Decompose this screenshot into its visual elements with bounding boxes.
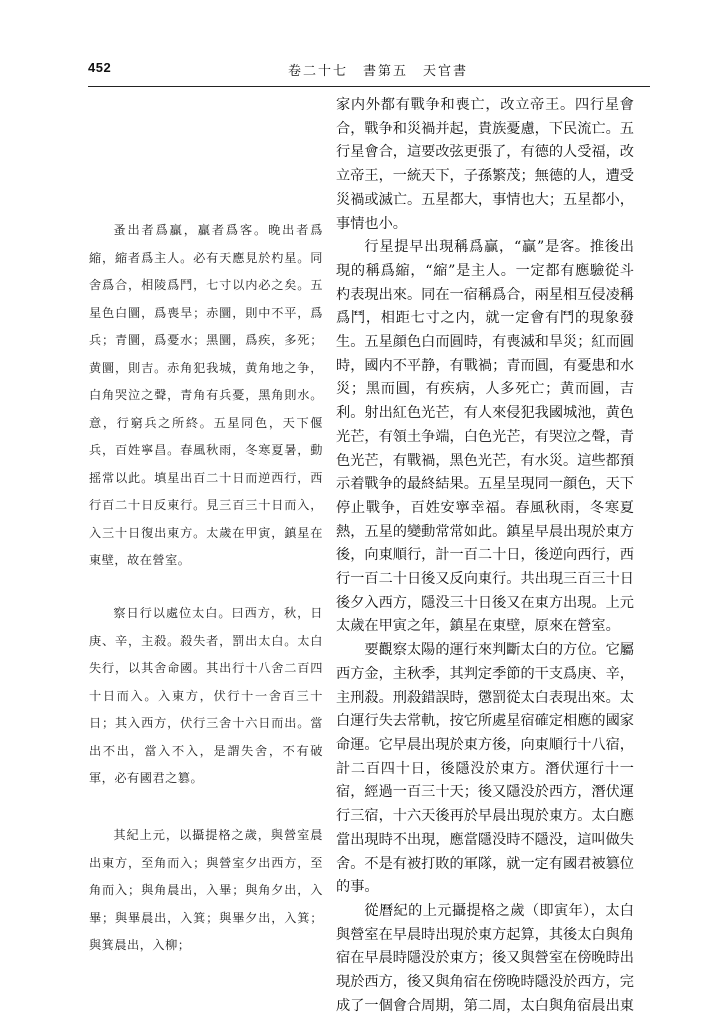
page-header bbox=[88, 60, 648, 86]
classical-block-2 bbox=[89, 600, 323, 793]
translation-paragraph: 家内外都有戰争和喪亡，改立帝王。四行星會合，戰争和災禍并起，貴族憂慮，下民流亡。五行星會合，這要改弦更張了，有德的人受福，改立帝王，一統天下，子孫繁茂；無德的人，遭受災禍或滅亡。五星都大，事情也大；五星都小，事情也小。 bbox=[336, 97, 634, 232]
header-rule bbox=[88, 86, 650, 87]
translation-paragraph: 要觀察太陽的運行來判斷太白的方位。它屬西方金，主秋季，其判定季節的干支爲庚、辛，主刑殺。刑殺錯誤時，懲罰從太白表現出來。太白運行失去常軌，按它所處星宿確定相應的國家命運。它早晨出現於東方後，向東順行十八宿，計二百四十日，後隱没於東方。潛伏運行十一宿，經過一百三十天；後又隱没於西方，潛伏運行三宿，十六天後再於早晨出現於東方。太白應當出現時不出現，應當隱没時不隱没，這叫做失舍。不是有被打敗的軍隊，就一定有國君被篡位的事。 bbox=[336, 642, 634, 896]
classical-paragraph: 其紀上元，以攝提格之歲，與營室晨出東方，至角而入；與營室夕出西方，至角而入；與角晨出，入畢；與角夕出，入畢；與畢晨出，入箕；與畢夕出，入箕；與箕晨出，入柳； bbox=[89, 828, 323, 952]
classical-block-1 bbox=[89, 217, 323, 575]
classical-paragraph: 察日行以處位太白。曰西方，秋，日庚、辛，主殺。殺失者，罰出太白。太白失行，以其舍命國。其出行十八舍二百四十日而入。入東方，伏行十一舍百三十日；其入西方，伏行三舍十六日而出。當出不出，當入不入，是謂失舍，不有破軍，必有國君之篡。 bbox=[89, 606, 323, 785]
translation-paragraph: 從曆紀的上元攝提格之歲（即寅年），太白與營室在早晨時出現於東方起算，其後太白與角宿在早晨時隱没於東方；後又與營室在傍晚時出現於西方，後又與角宿在傍晚時隱没於西方，完成了一個會合周期，第二周，太白與角宿晨出東 bbox=[336, 902, 634, 1014]
classical-paragraph: 蚤出者爲贏，贏者爲客。晚出者爲縮，縮者爲主人。必有天應見於杓星。同舍爲合，相陵爲鬥，七寸以内必之矣。五星色白圜，爲喪旱；赤圜，則中不平，爲兵；青圜，爲憂水；黑圜，爲疾，多死；黄圜，則吉。赤角犯我城，黄角地之争，白角哭泣之聲，青角有兵憂，黑角則水。意，行窮兵之所終。五星同色，天下偃兵，百姓寧昌。春風秋雨，冬寒夏暑，動摇常以此。填星出百二十日而逆西行，西行百二十日反東行。見三百三十日而入，入三十日復出東方。太歲在甲寅，鎮星在東壁，故在營室。 bbox=[89, 223, 323, 567]
translation-column bbox=[336, 94, 634, 1018]
running-head: 卷二十七 書第五 天官書 bbox=[287, 64, 468, 79]
translation-paragraph: 行星提早出現稱爲贏，“贏”是客。推後出現的稱爲縮，“縮”是主人。一定都有應驗從斗杓表現出來。同在一宿稱爲合，兩星相互侵凌稱爲鬥，相距七寸之内，就一定會有鬥的現象發生。五星顔色白而圓時，有喪滅和旱災；紅而圓時，國内不平静，有戰禍；青而圓，有憂患和水災；黑而圓，有疾病，人多死亡；黄而圓，吉利。射出紅色光芒，有人來侵犯我國城池，黄色光芒，有領土争端，白色光芒，有哭泣之聲，青色光芒，有戰禍，黑色光芒，有水災。這些都預示着戰争的最終結果。五星呈現同一顔色，天下停止戰争，百姓安寧幸福。春風秋雨，冬寒夏熱，五星的變動常常如此。鎮星早晨出現於東方後，向東順行，計一百二十日，後逆向西行，西行一百二十日後又反向東行。共出現三百三十日後夕入西方，隱没三十日後又在東方出現。上元太歲在甲寅之年，鎮星在東壁，原來在營室。 bbox=[336, 239, 634, 635]
classical-block-3 bbox=[89, 822, 323, 960]
page-number: 452 bbox=[88, 60, 112, 75]
